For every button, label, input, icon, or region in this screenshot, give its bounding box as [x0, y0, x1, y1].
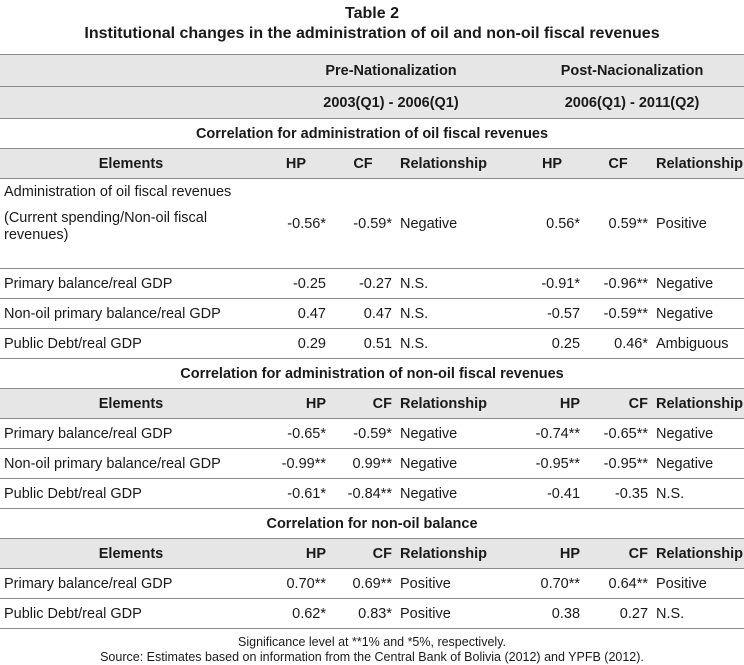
col-relationship: Relationship [396, 389, 520, 419]
col-cf: CF [584, 149, 652, 179]
post-relationship: N.S. [652, 599, 744, 629]
table-row [0, 329, 744, 359]
post-cf: -0.59** [584, 299, 652, 329]
pre-relationship: Negative [396, 179, 520, 269]
post-period-range: 2006(Q1) - 2011(Q2) [520, 87, 744, 119]
pre-period-label: Pre-Nationalization [262, 55, 520, 87]
pre-hp: 0.70** [262, 569, 330, 599]
pre-hp: -0.61* [262, 479, 330, 509]
element-cell [0, 179, 262, 269]
col-cf: CF [584, 389, 652, 419]
correlation-table [0, 54, 744, 629]
post-hp: -0.74** [520, 419, 584, 449]
col-relationship: Relationship [652, 539, 744, 569]
post-cf: -0.96** [584, 269, 652, 299]
post-hp: 0.38 [520, 599, 584, 629]
table-row [0, 419, 744, 449]
element-label: Non-oil primary balance/real GDP [0, 299, 262, 329]
col-relationship: Relationship [396, 149, 520, 179]
col-relationship: Relationship [652, 149, 744, 179]
post-hp: -0.57 [520, 299, 584, 329]
post-cf: -0.65** [584, 419, 652, 449]
post-cf: -0.35 [584, 479, 652, 509]
table-row [0, 179, 744, 269]
table-row [0, 269, 744, 299]
post-hp: 0.25 [520, 329, 584, 359]
post-relationship: Negative [652, 449, 744, 479]
element-label: Public Debt/real GDP [0, 599, 262, 629]
period-row [0, 55, 744, 87]
post-hp: -0.91* [520, 269, 584, 299]
post-relationship: N.S. [652, 479, 744, 509]
post-cf: 0.59** [584, 179, 652, 269]
element-label: Administration of oil fiscal revenues [4, 184, 232, 200]
column-header-row [0, 539, 744, 569]
col-cf: CF [330, 149, 396, 179]
section-header [0, 359, 744, 389]
pre-cf: 0.47 [330, 299, 396, 329]
table-number: Table 2 [345, 5, 399, 22]
col-hp: HP [262, 539, 330, 569]
element-label: Public Debt/real GDP [0, 479, 262, 509]
period-range-row [0, 87, 744, 119]
pre-relationship: N.S. [396, 269, 520, 299]
table-row [0, 449, 744, 479]
element-sublabel: (Current spending/Non-oil fiscal revenues) [4, 210, 208, 243]
pre-cf: 0.99** [330, 449, 396, 479]
pre-cf: 0.69** [330, 569, 396, 599]
section-title: Correlation for administration of oil fiscal revenues [0, 119, 744, 149]
post-relationship: Positive [652, 179, 744, 269]
pre-relationship: N.S. [396, 329, 520, 359]
table-title: Institutional changes in the administration of oil and non-oil fiscal revenues [84, 25, 660, 42]
col-hp: HP [520, 389, 584, 419]
column-header-row [0, 389, 744, 419]
col-relationship: Relationship [652, 389, 744, 419]
post-cf: -0.95** [584, 449, 652, 479]
post-relationship: Negative [652, 419, 744, 449]
section-header [0, 509, 744, 539]
pre-cf: 0.83* [330, 599, 396, 629]
pre-hp: -0.25 [262, 269, 330, 299]
post-relationship: Ambiguous [652, 329, 744, 359]
pre-cf: 0.51 [330, 329, 396, 359]
col-hp: HP [520, 539, 584, 569]
col-relationship: Relationship [396, 539, 520, 569]
col-cf: CF [584, 539, 652, 569]
col-hp: HP [520, 149, 584, 179]
pre-relationship: Negative [396, 419, 520, 449]
col-hp: HP [262, 389, 330, 419]
source-note: Source: Estimates based on information from the Central Bank of Bolivia (2012) and YPFB (2012). [100, 650, 644, 664]
col-hp: HP [262, 149, 330, 179]
post-relationship: Positive [652, 569, 744, 599]
section-title: Correlation for non-oil balance [0, 509, 744, 539]
table-row [0, 599, 744, 629]
pre-hp: -0.65* [262, 419, 330, 449]
significance-note: Significance level at **1% and *5%, respectively. [238, 635, 506, 649]
table-row [0, 569, 744, 599]
element-label: Primary balance/real GDP [0, 569, 262, 599]
pre-hp: -0.99** [262, 449, 330, 479]
column-header-row [0, 149, 744, 179]
post-hp: -0.95** [520, 449, 584, 479]
pre-cf: -0.59* [330, 179, 396, 269]
post-cf: 0.64** [584, 569, 652, 599]
pre-period-range: 2003(Q1) - 2006(Q1) [262, 87, 520, 119]
post-period-label: Post-Nacionalization [520, 55, 744, 87]
post-relationship: Negative [652, 269, 744, 299]
col-cf: CF [330, 539, 396, 569]
col-cf: CF [330, 389, 396, 419]
pre-cf: -0.84** [330, 479, 396, 509]
element-label: Primary balance/real GDP [0, 419, 262, 449]
col-elements: Elements [0, 539, 262, 569]
pre-relationship: N.S. [396, 299, 520, 329]
post-hp: 0.56* [520, 179, 584, 269]
pre-cf: -0.27 [330, 269, 396, 299]
post-relationship: Negative [652, 299, 744, 329]
section-header [0, 119, 744, 149]
post-hp: 0.70** [520, 569, 584, 599]
pre-relationship: Negative [396, 449, 520, 479]
section-title: Correlation for administration of non-oil fiscal revenues [0, 359, 744, 389]
pre-hp: -0.56* [262, 179, 330, 269]
col-elements: Elements [0, 149, 262, 179]
pre-hp: 0.29 [262, 329, 330, 359]
pre-cf: -0.59* [330, 419, 396, 449]
post-hp: -0.41 [520, 479, 584, 509]
pre-relationship: Positive [396, 599, 520, 629]
pre-relationship: Positive [396, 569, 520, 599]
element-label: Primary balance/real GDP [0, 269, 262, 299]
element-label: Non-oil primary balance/real GDP [0, 449, 262, 479]
pre-relationship: Negative [396, 479, 520, 509]
post-cf: 0.46* [584, 329, 652, 359]
pre-hp: 0.47 [262, 299, 330, 329]
table-row [0, 479, 744, 509]
table-row [0, 299, 744, 329]
post-cf: 0.27 [584, 599, 652, 629]
col-elements: Elements [0, 389, 262, 419]
element-label: Public Debt/real GDP [0, 329, 262, 359]
pre-hp: 0.62* [262, 599, 330, 629]
